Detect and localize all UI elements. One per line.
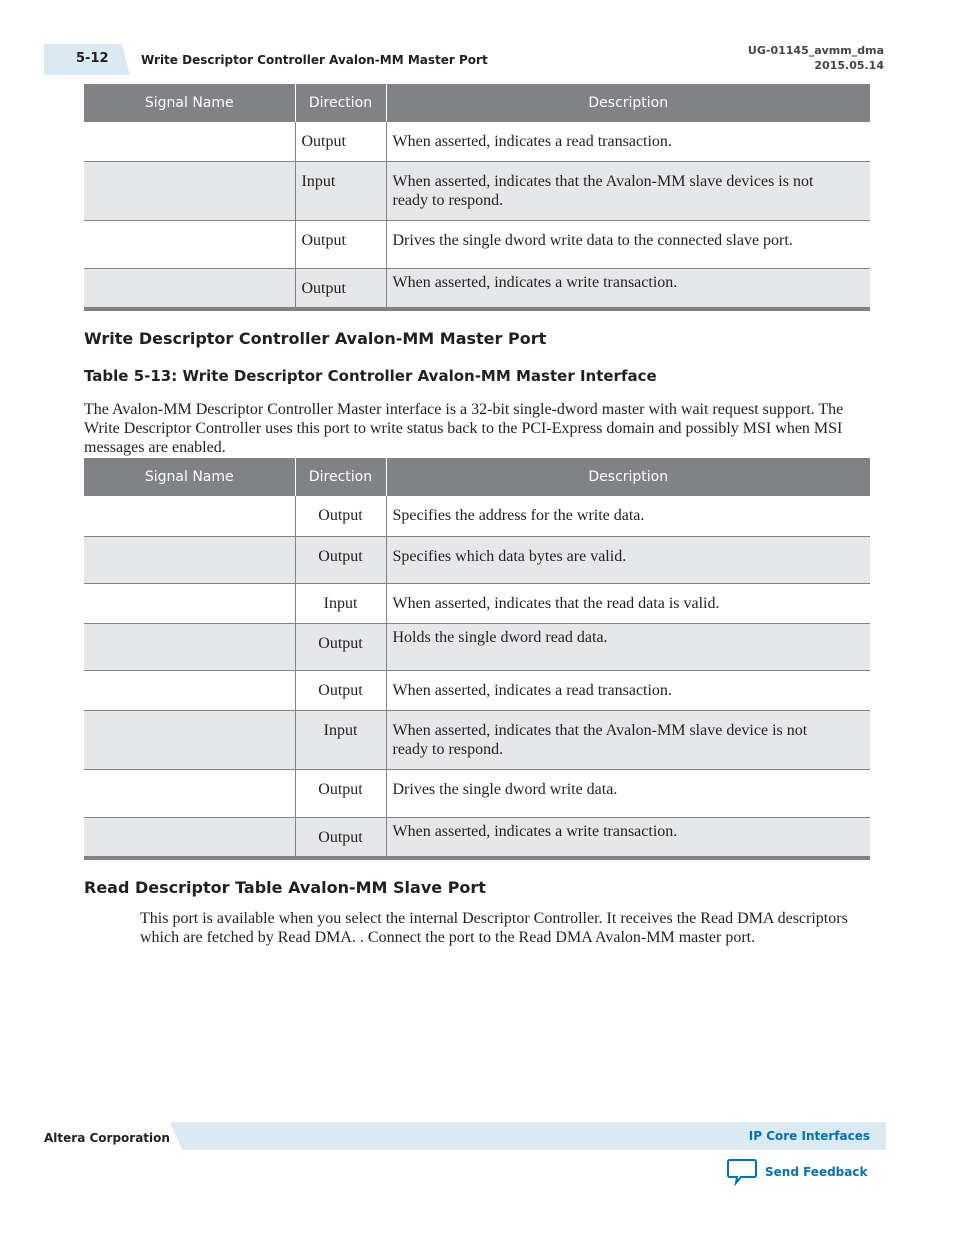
signal-cell [84, 671, 295, 711]
description-cell: When asserted, indicates a read transaction. [386, 671, 870, 711]
description-cell: Drives the single dword write data. [386, 770, 870, 818]
description-cell: When asserted, indicates that the read data is valid. [386, 584, 870, 624]
column-header-direction: Direction [295, 458, 386, 496]
footer-company: Altera Corporation [44, 1131, 170, 1145]
signal-cell [84, 624, 295, 671]
direction-cell: Input [295, 711, 386, 770]
section-paragraph: The Avalon-MM Descriptor Controller Master interface is a 32-bit single-dword master with wait request support. The Write Descriptor Controller uses this port to write status back to the PCI-Express domain and possibly MSI when MSI messages are enabled. [84, 401, 844, 456]
signal-cell [84, 711, 295, 770]
send-feedback-link[interactable] [727, 1158, 867, 1186]
doc-id: UG-01145_avmm_dma [747, 44, 884, 57]
signal-cell [84, 496, 295, 537]
table-caption: Table 5-13: Write Descriptor Controller Avalon-MM Master Interface [84, 367, 657, 385]
column-header-description: Description [386, 84, 870, 122]
signal-cell [84, 162, 295, 221]
description-cell: When asserted, indicates that the Avalon-MM slave devices is not ready to respond. [386, 162, 870, 221]
description-cell: Specifies the address for the write data. [386, 496, 870, 537]
table-header-row [84, 458, 870, 496]
signal-cell [84, 584, 295, 624]
page-number: 5-12 [76, 51, 109, 66]
column-header-signal: Signal Name [84, 84, 295, 122]
description-cell: Drives the single dword write data to the connected slave port. [386, 221, 870, 269]
signal-cell [84, 770, 295, 818]
description-cell: Specifies which data bytes are valid. [386, 537, 870, 584]
column-header-signal: Signal Name [84, 458, 295, 496]
direction-cell: Input [295, 584, 386, 624]
signal-cell [84, 221, 295, 269]
signal-cell [84, 818, 295, 858]
signal-cell [84, 537, 295, 584]
direction-cell: Output [295, 818, 386, 858]
direction-cell: Input [295, 162, 386, 221]
table-row [84, 711, 870, 770]
speech-bubble-icon [727, 1158, 757, 1186]
master-interface-table [84, 458, 870, 860]
table-row [84, 818, 870, 858]
table-row [84, 537, 870, 584]
signal-cell [84, 122, 295, 162]
doc-date: 2015.05.14 [814, 59, 884, 72]
send-feedback-label[interactable]: Send Feedback [765, 1165, 868, 1179]
table-row [84, 671, 870, 711]
direction-cell: Output [295, 770, 386, 818]
direction-cell: Output [295, 221, 386, 269]
column-header-description: Description [386, 458, 870, 496]
column-header-direction: Direction [295, 84, 386, 122]
description-cell: When asserted, indicates that the Avalon-MM slave device is not ready to respond. [386, 711, 870, 770]
table-row [84, 584, 870, 624]
description-cell: When asserted, indicates a read transaction. [386, 122, 870, 162]
description-cell: Holds the single dword read data. [386, 624, 870, 671]
table-row [84, 770, 870, 818]
doc-info [748, 43, 884, 73]
direction-cell: Output [295, 269, 386, 309]
direction-cell: Output [295, 537, 386, 584]
table-row [84, 221, 870, 269]
table-row [84, 624, 870, 671]
direction-cell: Output [295, 624, 386, 671]
table-row [84, 496, 870, 537]
signal-cell [84, 269, 295, 309]
table-row [84, 162, 870, 221]
direction-cell: Output [295, 496, 386, 537]
section-paragraph: This port is available when you select the internal Descriptor Controller. It receives the Read DMA descriptors which are fetched by Read DMA. . Connect the port to the Read DMA Avalon-MM master port. [140, 910, 848, 946]
table-header-row [84, 84, 870, 122]
table-row [84, 122, 870, 162]
running-header-title: Write Descriptor Controller Avalon-MM Master Port [141, 53, 488, 67]
description-cell: When asserted, indicates a write transaction. [386, 269, 870, 309]
direction-cell: Output [295, 122, 386, 162]
section-heading: Read Descriptor Table Avalon-MM Slave Port [84, 878, 486, 897]
footer-section-link[interactable]: IP Core Interfaces [748, 1129, 870, 1143]
signal-table-continued [84, 84, 870, 311]
direction-cell: Output [295, 671, 386, 711]
table-row [84, 269, 870, 309]
description-cell: When asserted, indicates a write transaction. [386, 818, 870, 858]
section-heading: Write Descriptor Controller Avalon-MM Master Port [84, 329, 547, 348]
